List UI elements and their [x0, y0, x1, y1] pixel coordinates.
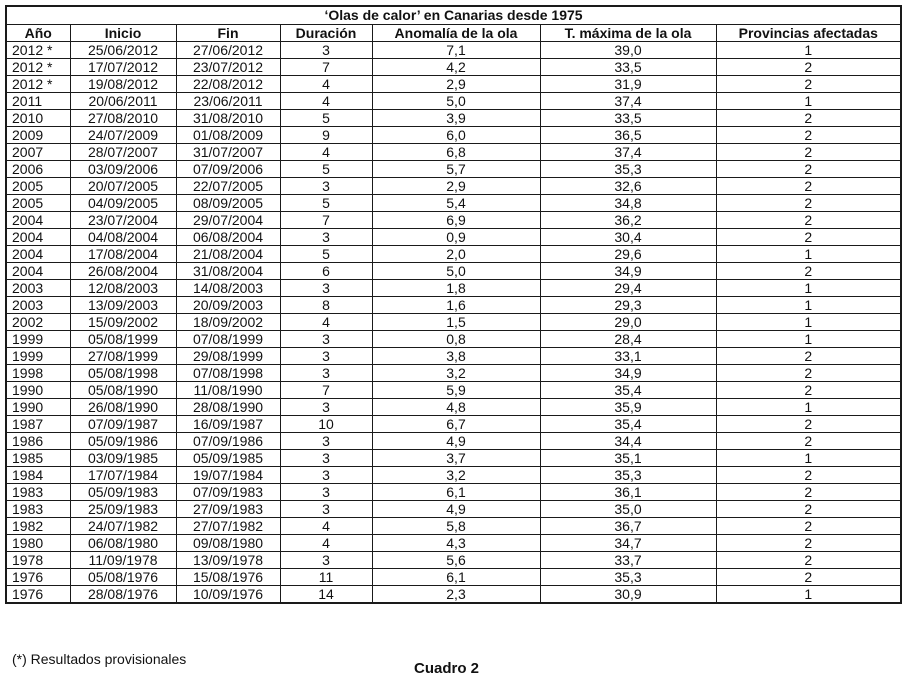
cell-provinces: 1	[716, 246, 901, 263]
cell-year: 1978	[6, 552, 70, 569]
cell-year: 2011	[6, 93, 70, 110]
cell-year: 2004	[6, 212, 70, 229]
cell-end: 10/09/1976	[176, 586, 280, 604]
cell-year: 2003	[6, 297, 70, 314]
cell-duration: 3	[280, 433, 372, 450]
cell-year: 2004	[6, 263, 70, 280]
cell-anomaly: 6,0	[372, 127, 540, 144]
cell-end: 27/07/1982	[176, 518, 280, 535]
cell-max-temp: 35,4	[540, 416, 716, 433]
cell-max-temp: 36,7	[540, 518, 716, 535]
cell-provinces: 2	[716, 501, 901, 518]
cell-end: 29/08/1999	[176, 348, 280, 365]
cell-provinces: 1	[716, 280, 901, 297]
cell-start: 05/08/1990	[70, 382, 176, 399]
cell-year: 1980	[6, 535, 70, 552]
cell-max-temp: 35,1	[540, 450, 716, 467]
cell-anomaly: 7,1	[372, 42, 540, 59]
table-row	[6, 144, 901, 161]
cell-anomaly: 4,3	[372, 535, 540, 552]
cell-end: 09/08/1980	[176, 535, 280, 552]
cell-duration: 3	[280, 348, 372, 365]
cell-start: 24/07/1982	[70, 518, 176, 535]
table-row	[6, 178, 901, 195]
table-row	[6, 110, 901, 127]
cell-provinces: 1	[716, 297, 901, 314]
cell-max-temp: 29,0	[540, 314, 716, 331]
cell-provinces: 2	[716, 348, 901, 365]
table-row	[6, 518, 901, 535]
cell-anomaly: 4,9	[372, 501, 540, 518]
cell-max-temp: 34,9	[540, 365, 716, 382]
cell-duration: 5	[280, 161, 372, 178]
cell-anomaly: 5,6	[372, 552, 540, 569]
cell-duration: 4	[280, 76, 372, 93]
cell-end: 31/08/2004	[176, 263, 280, 280]
cell-end: 07/09/1986	[176, 433, 280, 450]
cell-anomaly: 0,8	[372, 331, 540, 348]
cell-max-temp: 35,4	[540, 382, 716, 399]
cell-duration: 9	[280, 127, 372, 144]
table-row	[6, 348, 901, 365]
cell-duration: 11	[280, 569, 372, 586]
cell-provinces: 2	[716, 552, 901, 569]
cell-end: 07/09/2006	[176, 161, 280, 178]
cell-anomaly: 6,7	[372, 416, 540, 433]
cell-anomaly: 0,9	[372, 229, 540, 246]
cell-start: 05/08/1999	[70, 331, 176, 348]
table-row	[6, 416, 901, 433]
table-row	[6, 246, 901, 263]
table-row	[6, 195, 901, 212]
cell-start: 06/08/1980	[70, 535, 176, 552]
cell-max-temp: 29,3	[540, 297, 716, 314]
cell-start: 28/07/2007	[70, 144, 176, 161]
cell-provinces: 2	[716, 127, 901, 144]
cell-anomaly: 5,9	[372, 382, 540, 399]
cell-provinces: 1	[716, 399, 901, 416]
cell-max-temp: 32,6	[540, 178, 716, 195]
cell-max-temp: 37,4	[540, 93, 716, 110]
cell-end: 05/09/1985	[176, 450, 280, 467]
table-row	[6, 586, 901, 604]
cell-anomaly: 5,7	[372, 161, 540, 178]
cell-duration: 5	[280, 110, 372, 127]
header-row	[6, 25, 901, 42]
cell-year: 2004	[6, 246, 70, 263]
cell-end: 23/06/2011	[176, 93, 280, 110]
cell-start: 27/08/2010	[70, 110, 176, 127]
cell-end: 15/08/1976	[176, 569, 280, 586]
table-row	[6, 365, 901, 382]
table-row	[6, 467, 901, 484]
cell-end: 01/08/2009	[176, 127, 280, 144]
table-row	[6, 450, 901, 467]
cell-provinces: 2	[716, 365, 901, 382]
cell-end: 22/07/2005	[176, 178, 280, 195]
cell-duration: 7	[280, 212, 372, 229]
cell-anomaly: 3,2	[372, 467, 540, 484]
cell-provinces: 2	[716, 178, 901, 195]
heat-waves-table	[5, 5, 902, 604]
cell-provinces: 2	[716, 484, 901, 501]
cell-provinces: 2	[716, 382, 901, 399]
cell-provinces: 2	[716, 433, 901, 450]
cell-max-temp: 31,9	[540, 76, 716, 93]
cell-year: 1999	[6, 348, 70, 365]
cell-provinces: 2	[716, 144, 901, 161]
column-header-end: Fin	[176, 25, 280, 42]
cell-start: 04/08/2004	[70, 229, 176, 246]
cell-end: 28/08/1990	[176, 399, 280, 416]
table-row	[6, 229, 901, 246]
cell-year: 1985	[6, 450, 70, 467]
cell-duration: 3	[280, 331, 372, 348]
cell-max-temp: 33,5	[540, 110, 716, 127]
cell-anomaly: 1,8	[372, 280, 540, 297]
cell-end: 31/08/2010	[176, 110, 280, 127]
cell-year: 1990	[6, 399, 70, 416]
cell-max-temp: 35,3	[540, 569, 716, 586]
cell-duration: 3	[280, 552, 372, 569]
cell-start: 23/07/2004	[70, 212, 176, 229]
cell-duration: 3	[280, 365, 372, 382]
cell-start: 20/07/2005	[70, 178, 176, 195]
table-row	[6, 331, 901, 348]
cell-year: 2010	[6, 110, 70, 127]
cell-start: 24/07/2009	[70, 127, 176, 144]
table-row	[6, 127, 901, 144]
cell-anomaly: 3,9	[372, 110, 540, 127]
cell-year: 1976	[6, 586, 70, 604]
cell-anomaly: 5,8	[372, 518, 540, 535]
cell-anomaly: 3,7	[372, 450, 540, 467]
cell-end: 23/07/2012	[176, 59, 280, 76]
cell-end: 31/07/2007	[176, 144, 280, 161]
cell-year: 2007	[6, 144, 70, 161]
cell-duration: 3	[280, 42, 372, 59]
cell-anomaly: 2,9	[372, 178, 540, 195]
cell-provinces: 1	[716, 450, 901, 467]
cell-provinces: 2	[716, 76, 901, 93]
cell-duration: 3	[280, 399, 372, 416]
cell-end: 08/09/2005	[176, 195, 280, 212]
cell-anomaly: 3,8	[372, 348, 540, 365]
cell-duration: 4	[280, 144, 372, 161]
table-row	[6, 161, 901, 178]
cell-max-temp: 34,7	[540, 535, 716, 552]
cell-max-temp: 33,7	[540, 552, 716, 569]
cell-duration: 3	[280, 450, 372, 467]
cell-duration: 3	[280, 484, 372, 501]
cell-provinces: 1	[716, 42, 901, 59]
cell-max-temp: 29,4	[540, 280, 716, 297]
cell-start: 25/06/2012	[70, 42, 176, 59]
cell-provinces: 2	[716, 195, 901, 212]
cell-start: 05/08/1998	[70, 365, 176, 382]
cell-year: 1986	[6, 433, 70, 450]
cell-max-temp: 28,4	[540, 331, 716, 348]
cell-year: 1999	[6, 331, 70, 348]
table-row	[6, 212, 901, 229]
cell-end: 18/09/2002	[176, 314, 280, 331]
cell-duration: 5	[280, 195, 372, 212]
cell-year: 2004	[6, 229, 70, 246]
cell-year: 2005	[6, 178, 70, 195]
cell-year: 1983	[6, 501, 70, 518]
cell-max-temp: 35,9	[540, 399, 716, 416]
cell-anomaly: 5,0	[372, 263, 540, 280]
cell-year: 1987	[6, 416, 70, 433]
cell-anomaly: 4,2	[372, 59, 540, 76]
cell-start: 26/08/2004	[70, 263, 176, 280]
cell-year: 2005	[6, 195, 70, 212]
table-row	[6, 59, 901, 76]
column-header-year: Año	[6, 25, 70, 42]
cell-year: 1998	[6, 365, 70, 382]
cell-provinces: 1	[716, 331, 901, 348]
cell-end: 27/09/1983	[176, 501, 280, 518]
cell-end: 22/08/2012	[176, 76, 280, 93]
table-row	[6, 297, 901, 314]
cell-start: 05/09/1983	[70, 484, 176, 501]
table-row	[6, 484, 901, 501]
column-header-max-temp: T. máxima de la ola	[540, 25, 716, 42]
cell-start: 12/08/2003	[70, 280, 176, 297]
table-caption: Cuadro 2	[414, 660, 480, 677]
cell-duration: 7	[280, 382, 372, 399]
cell-max-temp: 34,4	[540, 433, 716, 450]
cell-start: 13/09/2003	[70, 297, 176, 314]
cell-duration: 3	[280, 178, 372, 195]
table-row	[6, 399, 901, 416]
cell-duration: 8	[280, 297, 372, 314]
cell-max-temp: 34,9	[540, 263, 716, 280]
cell-year: 1982	[6, 518, 70, 535]
cell-end: 07/08/1999	[176, 331, 280, 348]
cell-start: 27/08/1999	[70, 348, 176, 365]
cell-provinces: 2	[716, 467, 901, 484]
cell-max-temp: 30,9	[540, 586, 716, 604]
cell-anomaly: 2,9	[372, 76, 540, 93]
cell-provinces: 2	[716, 59, 901, 76]
cell-end: 07/09/1983	[176, 484, 280, 501]
cell-duration: 5	[280, 246, 372, 263]
table-row	[6, 569, 901, 586]
cell-anomaly: 2,3	[372, 586, 540, 604]
cell-duration: 4	[280, 518, 372, 535]
cell-end: 19/07/1984	[176, 467, 280, 484]
cell-provinces: 2	[716, 110, 901, 127]
cell-duration: 10	[280, 416, 372, 433]
cell-start: 17/07/2012	[70, 59, 176, 76]
table-row	[6, 535, 901, 552]
cell-start: 20/06/2011	[70, 93, 176, 110]
cell-anomaly: 4,9	[372, 433, 540, 450]
cell-end: 14/08/2003	[176, 280, 280, 297]
cell-start: 05/09/1986	[70, 433, 176, 450]
cell-end: 29/07/2004	[176, 212, 280, 229]
cell-max-temp: 35,3	[540, 467, 716, 484]
cell-year: 2012 *	[6, 42, 70, 59]
cell-max-temp: 39,0	[540, 42, 716, 59]
cell-start: 04/09/2005	[70, 195, 176, 212]
footnote: (*) Resultados provisionales	[12, 651, 187, 667]
cell-end: 21/08/2004	[176, 246, 280, 263]
cell-max-temp: 35,3	[540, 161, 716, 178]
cell-max-temp: 33,5	[540, 59, 716, 76]
cell-duration: 14	[280, 586, 372, 604]
cell-year: 1990	[6, 382, 70, 399]
table-row	[6, 382, 901, 399]
cell-max-temp: 29,6	[540, 246, 716, 263]
cell-start: 07/09/1987	[70, 416, 176, 433]
cell-provinces: 2	[716, 263, 901, 280]
cell-year: 1984	[6, 467, 70, 484]
cell-year: 2009	[6, 127, 70, 144]
cell-start: 05/08/1976	[70, 569, 176, 586]
cell-end: 20/09/2003	[176, 297, 280, 314]
cell-duration: 4	[280, 535, 372, 552]
cell-end: 16/09/1987	[176, 416, 280, 433]
cell-anomaly: 6,1	[372, 569, 540, 586]
table-row	[6, 42, 901, 59]
cell-provinces: 2	[716, 518, 901, 535]
cell-start: 03/09/2006	[70, 161, 176, 178]
table-row	[6, 76, 901, 93]
cell-start: 03/09/1985	[70, 450, 176, 467]
cell-provinces: 2	[716, 161, 901, 178]
cell-max-temp: 34,8	[540, 195, 716, 212]
column-header-duration: Duración	[280, 25, 372, 42]
cell-year: 2012 *	[6, 59, 70, 76]
cell-anomaly: 5,4	[372, 195, 540, 212]
column-header-start: Inicio	[70, 25, 176, 42]
cell-anomaly: 1,6	[372, 297, 540, 314]
cell-year: 2003	[6, 280, 70, 297]
cell-duration: 3	[280, 467, 372, 484]
cell-year: 2002	[6, 314, 70, 331]
cell-anomaly: 6,9	[372, 212, 540, 229]
cell-end: 07/08/1998	[176, 365, 280, 382]
cell-year: 1983	[6, 484, 70, 501]
table-row	[6, 314, 901, 331]
cell-duration: 4	[280, 93, 372, 110]
cell-duration: 4	[280, 314, 372, 331]
cell-start: 15/09/2002	[70, 314, 176, 331]
table-row	[6, 501, 901, 518]
cell-start: 28/08/1976	[70, 586, 176, 604]
cell-anomaly: 5,0	[372, 93, 540, 110]
cell-end: 11/08/1990	[176, 382, 280, 399]
table-title: ‘Olas de calor’ en Canarias desde 1975	[6, 6, 901, 25]
cell-provinces: 2	[716, 229, 901, 246]
column-header-anomaly: Anomalía de la ola	[372, 25, 540, 42]
table-row	[6, 263, 901, 280]
cell-provinces: 2	[716, 212, 901, 229]
cell-anomaly: 2,0	[372, 246, 540, 263]
table-row	[6, 552, 901, 569]
cell-end: 13/09/1978	[176, 552, 280, 569]
cell-end: 27/06/2012	[176, 42, 280, 59]
cell-max-temp: 36,5	[540, 127, 716, 144]
cell-anomaly: 1,5	[372, 314, 540, 331]
cell-duration: 3	[280, 280, 372, 297]
cell-start: 19/08/2012	[70, 76, 176, 93]
cell-max-temp: 36,2	[540, 212, 716, 229]
cell-provinces: 1	[716, 93, 901, 110]
cell-start: 26/08/1990	[70, 399, 176, 416]
cell-provinces: 2	[716, 569, 901, 586]
cell-start: 17/08/2004	[70, 246, 176, 263]
cell-start: 11/09/1978	[70, 552, 176, 569]
cell-anomaly: 6,8	[372, 144, 540, 161]
table-row	[6, 280, 901, 297]
cell-provinces: 1	[716, 314, 901, 331]
cell-anomaly: 4,8	[372, 399, 540, 416]
cell-anomaly: 3,2	[372, 365, 540, 382]
cell-provinces: 1	[716, 586, 901, 604]
cell-provinces: 2	[716, 416, 901, 433]
cell-max-temp: 36,1	[540, 484, 716, 501]
cell-max-temp: 33,1	[540, 348, 716, 365]
cell-year: 2006	[6, 161, 70, 178]
table-body	[6, 42, 901, 604]
cell-year: 1976	[6, 569, 70, 586]
cell-anomaly: 6,1	[372, 484, 540, 501]
cell-max-temp: 30,4	[540, 229, 716, 246]
cell-max-temp: 37,4	[540, 144, 716, 161]
cell-end: 06/08/2004	[176, 229, 280, 246]
cell-max-temp: 35,0	[540, 501, 716, 518]
cell-year: 2012 *	[6, 76, 70, 93]
cell-start: 25/09/1983	[70, 501, 176, 518]
cell-duration: 3	[280, 501, 372, 518]
table-row	[6, 433, 901, 450]
table-row	[6, 93, 901, 110]
cell-provinces: 2	[716, 535, 901, 552]
cell-start: 17/07/1984	[70, 467, 176, 484]
cell-duration: 3	[280, 229, 372, 246]
cell-duration: 6	[280, 263, 372, 280]
column-header-provinces: Provincias afectadas	[716, 25, 901, 42]
cell-duration: 7	[280, 59, 372, 76]
